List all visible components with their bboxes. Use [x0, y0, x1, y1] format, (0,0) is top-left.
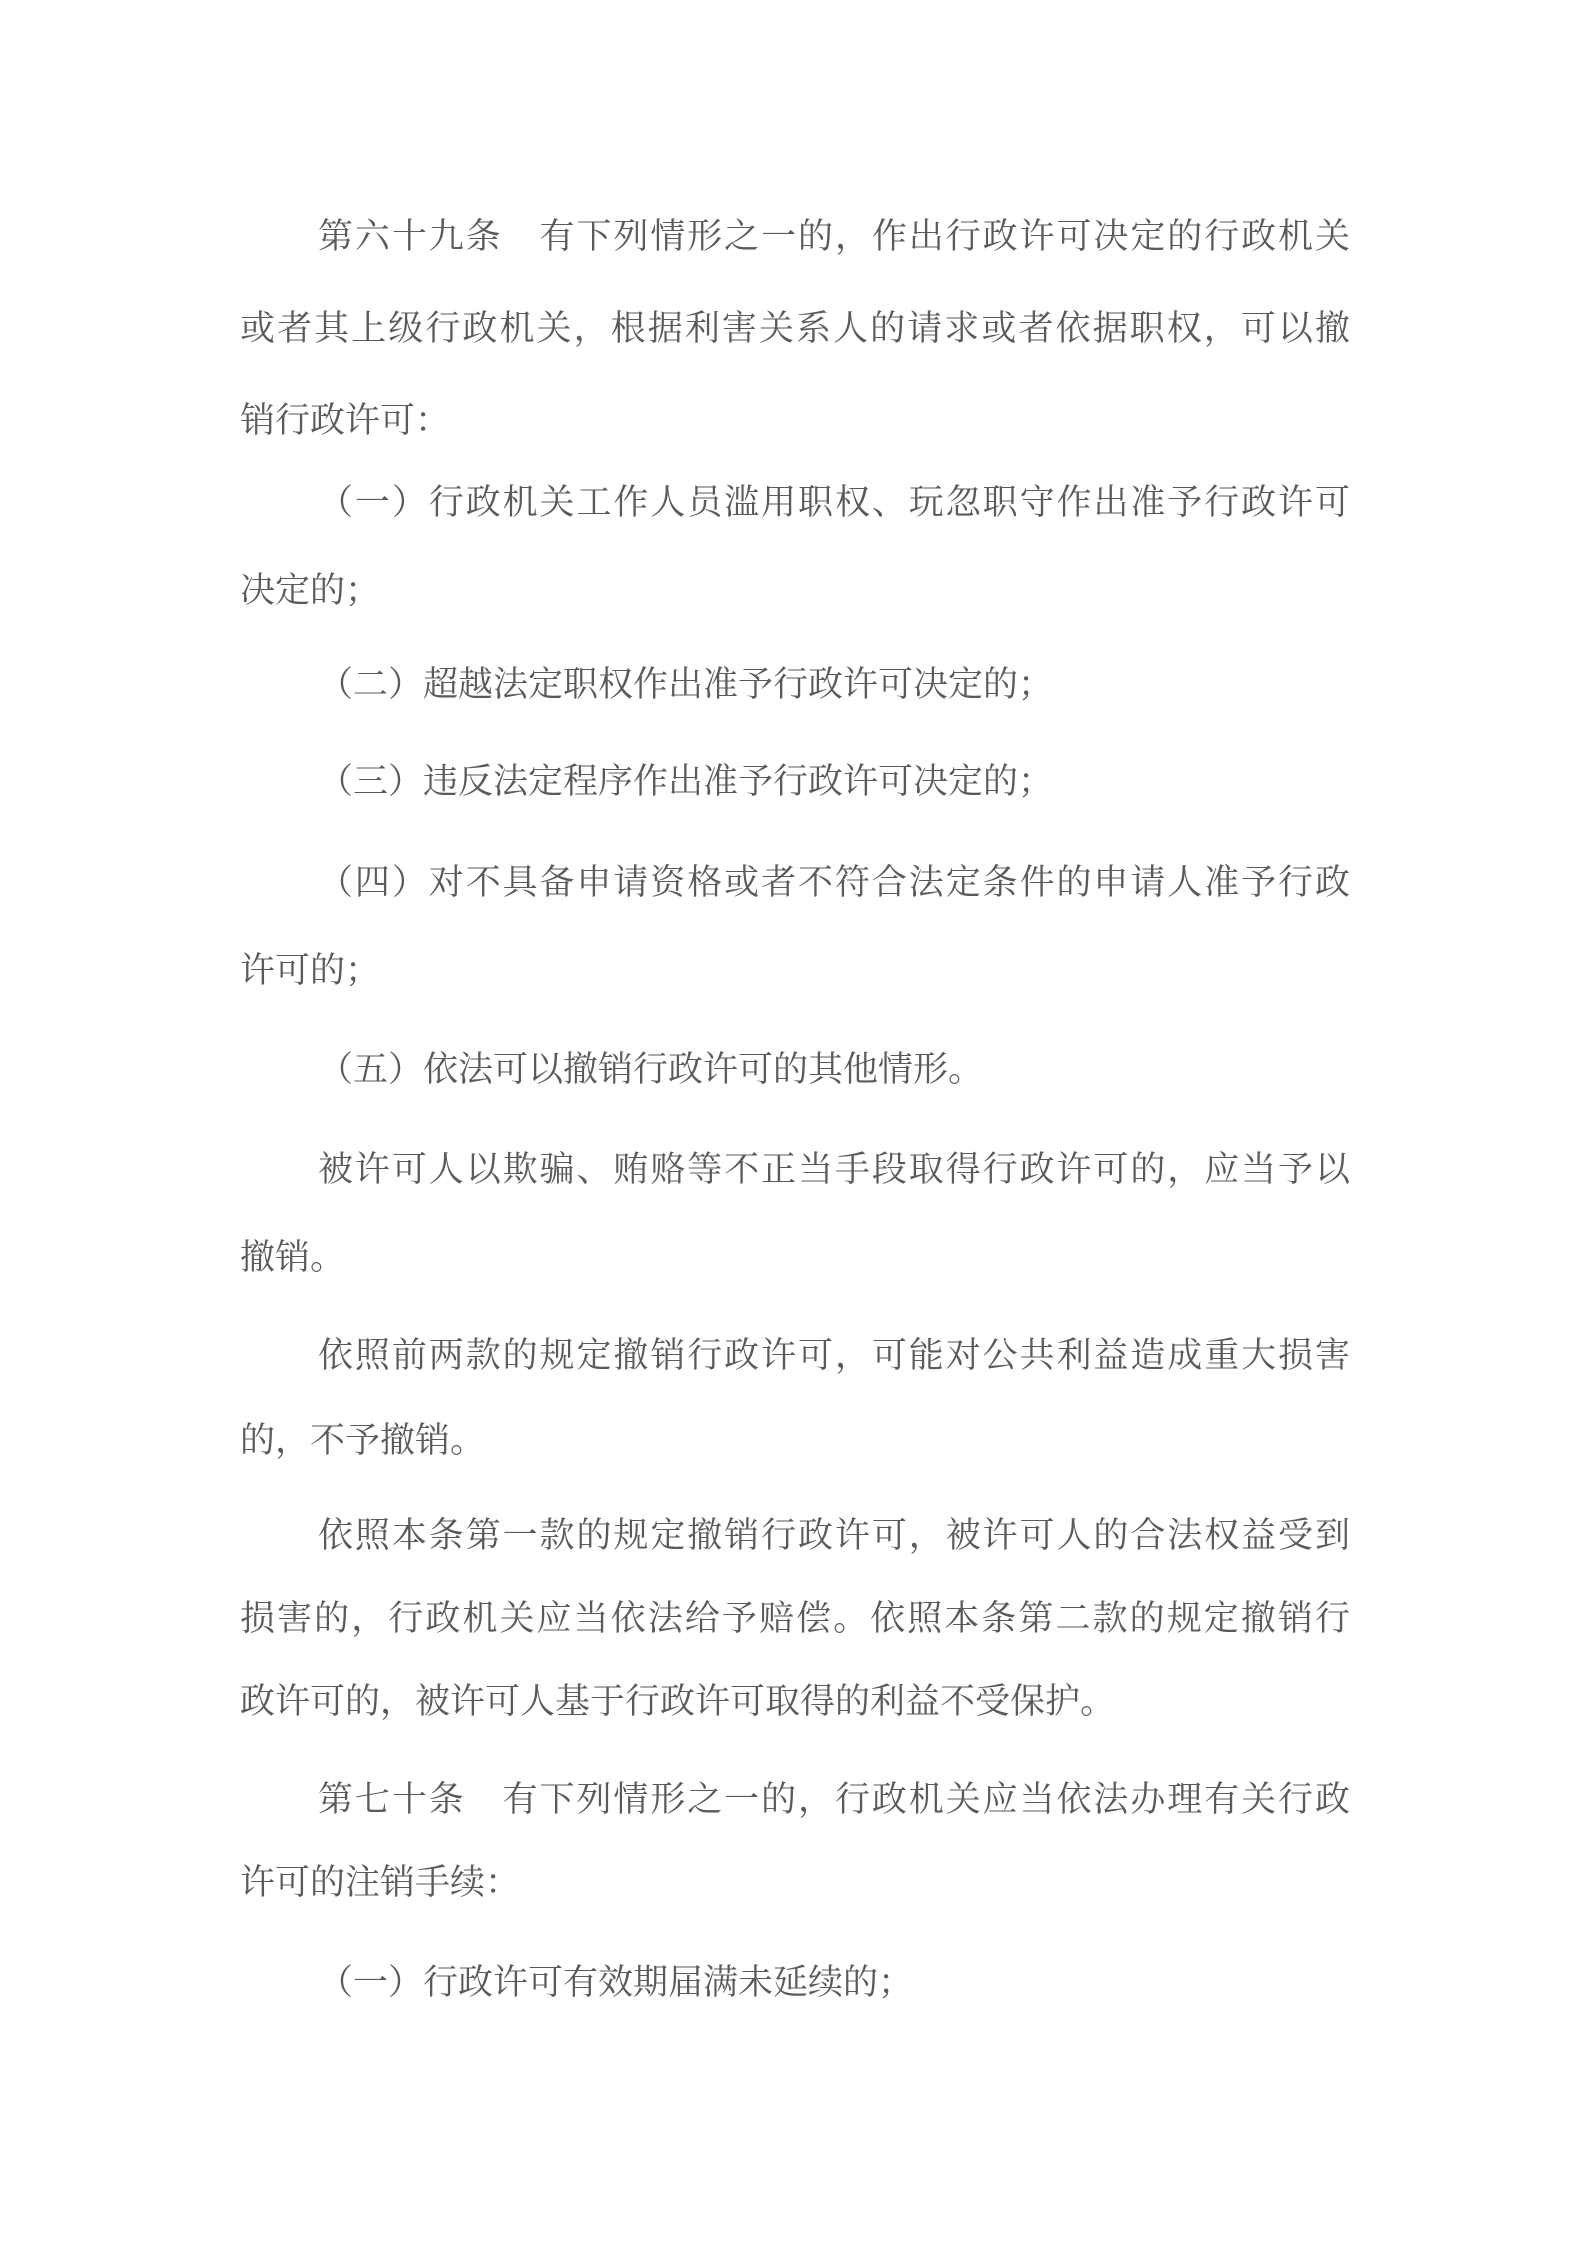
text-line: （一）行政许可有效期届满未延续的；: [318, 1963, 914, 2003]
text-line: 撤销。: [240, 1238, 346, 1278]
text-line: （四）对不具备申请资格或者不符合法定条件的申请人准予行政: [318, 863, 1350, 903]
text-line: （二）超越法定职权作出准予行政许可决定的；: [318, 665, 1054, 705]
text-line: 销行政许可：: [240, 401, 451, 441]
text-line: 的，不予撤销。: [240, 1421, 486, 1461]
text-line: 政许可的，被许可人基于行政许可取得的利益不受保护。: [240, 1682, 1116, 1722]
text-line: 许可的注销手续：: [240, 1863, 521, 1903]
text-line: 第六十九条 有下列情形之一的，作出行政许可决定的行政机关: [318, 217, 1350, 257]
text-line: （三）违反法定程序作出准予行政许可决定的；: [318, 762, 1054, 802]
text-line: 许可的；: [240, 951, 381, 991]
text-line: （五）依法可以撤销行政许可的其他情形。: [318, 1050, 984, 1090]
text-line: （一）行政机关工作人员滥用职权、玩忽职守作出准予行政许可: [318, 483, 1350, 523]
text-line: 第七十条 有下列情形之一的，行政机关应当依法办理有关行政: [318, 1780, 1350, 1820]
text-line: 被许可人以欺骗、贿赂等不正当手段取得行政许可的，应当予以: [318, 1150, 1350, 1190]
text-line: 或者其上级行政机关，根据利害关系人的请求或者依据职权，可以撤: [240, 309, 1350, 349]
text-line: 依照本条第一款的规定撤销行政许可，被许可人的合法权益受到: [318, 1516, 1350, 1556]
text-line: 决定的；: [240, 571, 381, 611]
text-line: 依照前两款的规定撤销行政许可，可能对公共利益造成重大损害: [318, 1336, 1350, 1376]
text-line: 损害的，行政机关应当依法给予赔偿。依照本条第二款的规定撤销行: [240, 1599, 1350, 1639]
